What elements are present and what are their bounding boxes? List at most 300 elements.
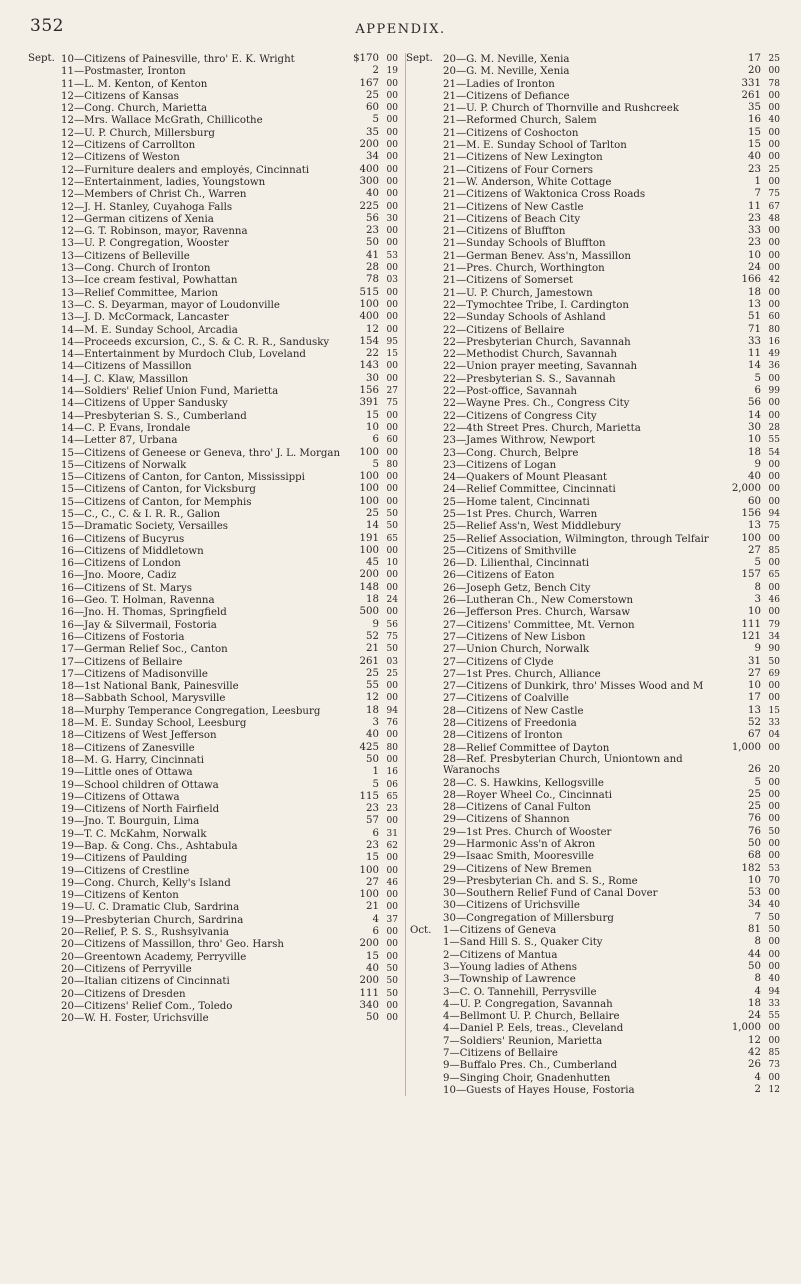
- entry-description: 16—Jno. Moore, Cadiz: [61, 570, 177, 582]
- ledger-entry: [410, 961, 780, 973]
- ledger-entry: [410, 201, 780, 213]
- amount-cents: 00: [386, 189, 398, 200]
- entry-amount: [342, 951, 398, 963]
- amount-cents: 46: [768, 595, 780, 606]
- ledger-entry: [28, 705, 398, 717]
- ledger-entry: [28, 78, 398, 90]
- amount-dollars: 18: [748, 446, 761, 458]
- entry-description: 18—Murphy Temperance Congregation, Leesburg: [61, 705, 321, 717]
- entry-amount: [342, 988, 398, 1000]
- entry-description: 16—Citizens of Fostoria: [61, 631, 185, 643]
- amount-cents: 54: [768, 447, 780, 458]
- entry-amount: [342, 299, 398, 311]
- amount-cents: 94: [768, 508, 780, 519]
- entry-description: 23—Cong. Church, Belpre: [443, 447, 579, 459]
- amount-dollars: 18: [748, 997, 761, 1009]
- amount-dollars: 10: [366, 421, 379, 433]
- amount-cents: 00: [768, 250, 780, 261]
- entry-amount: [342, 434, 398, 446]
- amount-cents: 00: [768, 742, 780, 753]
- ledger-entry: [28, 779, 398, 791]
- amount-cents: 00: [768, 582, 780, 593]
- entry-description: 22—Union prayer meeting, Savannah: [443, 361, 638, 373]
- ledger-entry: [410, 324, 780, 336]
- entry-description: 25—Relief Association, Wilmington, through Telfair: [443, 533, 709, 545]
- amount-dollars: 71: [748, 323, 761, 335]
- ledger-entry: [410, 164, 780, 176]
- amount-dollars: 200: [359, 975, 379, 987]
- ledger-entry: [410, 643, 780, 655]
- ledger-entry: [28, 201, 398, 213]
- entry-description: 27—Citizens of Coalville: [443, 693, 569, 705]
- ledger-entry: [410, 90, 780, 102]
- ledger-entry: [28, 742, 398, 754]
- amount-cents: 00: [768, 176, 780, 187]
- ledger-entry: [410, 237, 780, 249]
- entry-description: 9—Buffalo Pres. Ch., Cumberland: [443, 1060, 618, 1072]
- amount-dollars: 200: [359, 569, 379, 581]
- amount-dollars: 51: [748, 311, 761, 323]
- entry-description: 12—Citizens of Kansas: [61, 90, 179, 102]
- ledger-entry: [28, 348, 398, 360]
- entry-description: 19—Bap. & Cong. Chs., Ashtabula: [61, 841, 238, 852]
- entry-amount: [724, 188, 780, 200]
- entry-description: 29—Harmonic Ass'n of Akron: [443, 839, 596, 850]
- entry-description: 16—Citizens of Bucyrus: [61, 533, 185, 545]
- ledger-entry: [28, 311, 398, 323]
- ledger-entry: [28, 877, 398, 889]
- amount-cents: 00: [386, 607, 398, 618]
- entry-amount: [342, 840, 398, 852]
- entry-description: 12—Entertainment, ladies, Youngstown: [61, 176, 266, 188]
- entry-amount: [724, 422, 780, 434]
- entry-description: 20—Citizens of Dresden: [61, 988, 186, 1000]
- amount-cents: 55: [768, 1011, 780, 1022]
- amount-cents: 00: [768, 152, 780, 163]
- entry-description: 11—Postmaster, Ironton: [61, 66, 186, 78]
- ledger-entry: [28, 324, 398, 336]
- amount-dollars: 14: [366, 520, 379, 532]
- amount-cents: 50: [386, 644, 398, 655]
- ledger-entry: [410, 53, 780, 65]
- ledger-entry: [28, 569, 398, 581]
- amount-cents: 19: [386, 66, 398, 77]
- ledger-entry: [410, 789, 780, 801]
- entry-amount: [724, 127, 780, 139]
- ledger-entry: [410, 176, 780, 188]
- entry-amount: [724, 65, 780, 77]
- entry-amount: [724, 434, 780, 446]
- entry-description: 27—1st Pres. Church, Alliance: [443, 668, 601, 680]
- ledger-entry: [28, 1012, 398, 1024]
- amount-cents: 24: [386, 595, 398, 606]
- entry-amount: [342, 926, 398, 938]
- entry-description: 14—Entertainment by Murdoch Club, Loveland: [61, 349, 306, 361]
- ledger-entry: [410, 410, 780, 422]
- ledger-entry: [28, 914, 398, 926]
- amount-dollars: 515: [359, 286, 379, 298]
- ledger-entry: [410, 483, 780, 495]
- entry-amount: [724, 114, 780, 126]
- amount-cents: 25: [386, 668, 398, 679]
- entry-amount: [342, 914, 398, 926]
- amount-cents: 16: [386, 767, 398, 778]
- amount-cents: 10: [386, 558, 398, 569]
- ledger-entry: [410, 631, 780, 643]
- entry-amount: [724, 213, 780, 225]
- entry-description: 3—Township of Lawrence: [443, 974, 576, 986]
- amount-dollars: 10: [748, 434, 761, 446]
- amount-dollars: 100: [359, 483, 379, 495]
- amount-dollars: 33: [748, 225, 761, 237]
- amount-dollars: 24: [748, 1010, 761, 1022]
- ledger-entry: [28, 102, 398, 114]
- ledger-entry: [410, 912, 780, 924]
- amount-cents: 00: [386, 754, 398, 765]
- amount-cents: 00: [386, 1000, 398, 1011]
- amount-cents: 00: [386, 287, 398, 298]
- amount-dollars: 25: [366, 89, 379, 101]
- entry-amount: [724, 287, 780, 299]
- entry-amount: [724, 656, 780, 668]
- amount-cents: 00: [386, 484, 398, 495]
- entry-amount: [724, 863, 780, 875]
- entry-description: 22—Sunday Schools of Ashland: [443, 312, 606, 324]
- ledger-entry: [28, 815, 398, 827]
- entry-amount: [724, 1010, 780, 1022]
- entry-description: 12—Cong. Church, Marietta: [61, 103, 208, 115]
- ledger-entry: [28, 434, 398, 446]
- entry-description: 21—Citizens of Four Corners: [443, 164, 593, 176]
- amount-dollars: 60: [748, 495, 761, 507]
- entry-amount: [724, 397, 780, 409]
- entry-description: 26—Jefferson Pres. Church, Warsaw: [443, 607, 631, 619]
- month-label: Sept.: [28, 53, 55, 64]
- amount-cents: 85: [768, 545, 780, 556]
- ledger-entry: [28, 237, 398, 249]
- amount-dollars: 18: [366, 704, 379, 716]
- entry-amount: [724, 949, 780, 961]
- ledger-entry: [28, 889, 398, 901]
- entry-amount: [342, 471, 398, 483]
- entry-description: 20—Relief, P. S. S., Rushsylvania: [61, 927, 229, 939]
- amount-dollars: 5: [754, 557, 761, 569]
- ledger-entry: [28, 926, 398, 938]
- amount-dollars: 5: [754, 372, 761, 384]
- amount-dollars: 12: [748, 1034, 761, 1046]
- ledger-entry: [410, 114, 780, 126]
- amount-dollars: 13: [748, 704, 761, 716]
- amount-dollars: 11: [748, 348, 761, 360]
- entry-description: 15—Dramatic Society, Versailles: [61, 521, 229, 533]
- entry-amount: [342, 754, 398, 766]
- entry-description: 10—Guests of Hayes House, Fostoria: [443, 1084, 635, 1096]
- amount-dollars: 11: [748, 200, 761, 212]
- entry-description: 4—U. P. Congregation, Savannah: [443, 998, 613, 1010]
- amount-dollars: 35: [366, 126, 379, 138]
- amount-cents: 12: [768, 1084, 780, 1095]
- amount-cents: 94: [768, 986, 780, 997]
- entry-amount: [724, 262, 780, 274]
- ledger-entry: [410, 826, 780, 838]
- entry-description: 28—Citizens of Canal Fulton: [443, 802, 591, 814]
- entry-amount: [724, 90, 780, 102]
- entry-description: 19—Cong. Church, Kelly's Island: [61, 877, 231, 889]
- amount-dollars: 27: [748, 544, 761, 556]
- amount-dollars: 16: [748, 114, 761, 126]
- ledger-entry: [28, 729, 398, 741]
- entry-amount: [724, 324, 780, 336]
- entry-amount: [342, 65, 398, 77]
- ledger-entry: [410, 127, 780, 139]
- amount-dollars: 50: [366, 237, 379, 249]
- amount-dollars: 5: [372, 778, 379, 790]
- amount-cents: 62: [386, 841, 398, 851]
- amount-cents: 00: [386, 361, 398, 372]
- amount-dollars: 15: [748, 126, 761, 138]
- ledger-entry: [410, 582, 780, 594]
- amount-cents: 00: [386, 410, 398, 421]
- entry-description: 21—U. P. Church of Thornville and Rushcreek: [443, 103, 679, 115]
- amount-dollars: 200: [359, 139, 379, 151]
- entry-description: 19—Jno. T. Bourguin, Lima: [61, 816, 200, 828]
- amount-cents: 00: [386, 693, 398, 704]
- ledger-entry: [410, 742, 780, 754]
- entry-amount: [342, 53, 398, 65]
- amount-dollars: 400: [359, 311, 379, 323]
- entry-amount: [342, 90, 398, 102]
- amount-dollars: 60: [366, 102, 379, 114]
- amount-cents: 60: [386, 435, 398, 446]
- ledger-entry: [28, 520, 398, 532]
- amount-dollars: 27: [748, 667, 761, 679]
- entry-amount: [342, 680, 398, 692]
- amount-cents: 00: [386, 730, 398, 741]
- amount-cents: 00: [768, 263, 780, 274]
- entry-amount: [342, 287, 398, 299]
- amount-dollars: 50: [366, 753, 379, 765]
- amount-dollars: 4: [754, 985, 761, 997]
- entry-amount: [342, 1000, 398, 1012]
- ledger-entry: [410, 213, 780, 225]
- entry-amount: [342, 717, 398, 729]
- entry-amount: [342, 975, 398, 987]
- entry-description: 17—Citizens of Bellaire: [61, 656, 183, 668]
- amount-cents: 00: [386, 496, 398, 507]
- amount-cents: 50: [768, 656, 780, 667]
- amount-cents: 46: [386, 877, 398, 888]
- entry-amount: [342, 508, 398, 520]
- amount-dollars: 23: [366, 840, 379, 851]
- amount-cents: 00: [768, 410, 780, 421]
- entry-amount: [342, 852, 398, 864]
- entry-description: 13—U. P. Congregation, Wooster: [61, 238, 229, 250]
- entry-description: 22—Citizens of Congress City: [443, 410, 597, 422]
- entry-description: 29—Citizens of New Bremen: [443, 863, 592, 875]
- amount-cents: 50: [386, 963, 398, 974]
- amount-dollars: 111: [359, 987, 379, 999]
- entry-description: 14—Presbyterian S. S., Cumberland: [61, 410, 247, 422]
- amount-cents: 48: [768, 213, 780, 224]
- entry-description: 18—1st National Bank, Painesville: [61, 681, 239, 693]
- ledger-entry: [28, 373, 398, 385]
- entry-description: 20—Citizens' Relief Com., Toledo: [61, 1000, 233, 1012]
- amount-dollars: 23: [366, 225, 379, 237]
- ledger-entry: [410, 986, 780, 998]
- amount-dollars: 68: [748, 850, 761, 862]
- entry-amount: [724, 385, 780, 397]
- ledger-entry: [28, 385, 398, 397]
- amount-cents: 00: [768, 103, 780, 114]
- amount-dollars: 2,000: [731, 483, 761, 495]
- amount-dollars: 40: [366, 729, 379, 741]
- amount-cents: 00: [768, 299, 780, 310]
- ledger-entry: [28, 631, 398, 643]
- entry-amount: [342, 274, 398, 286]
- amount-dollars: 45: [366, 557, 379, 569]
- entry-description: 27—Citizens of Dunkirk, thro' Misses Wood and M: [443, 681, 704, 693]
- amount-cents: 56: [386, 619, 398, 630]
- entry-description: 14—C. P. Evans, Irondale: [61, 422, 191, 434]
- amount-cents: 15: [768, 705, 780, 716]
- amount-cents: 28: [768, 422, 780, 433]
- amount-dollars: 52: [366, 630, 379, 642]
- ledger-entry: [28, 619, 398, 631]
- amount-cents: 00: [386, 299, 398, 310]
- entry-description: 17—German Relief Soc., Canton: [61, 644, 228, 656]
- amount-cents: 00: [386, 238, 398, 249]
- entry-amount: [724, 924, 780, 936]
- entry-amount: [724, 764, 780, 776]
- amount-cents: 00: [386, 78, 398, 89]
- amount-cents: 00: [768, 949, 780, 960]
- ledger-entry: [28, 692, 398, 704]
- entry-amount: [724, 373, 780, 385]
- amount-dollars: 20: [748, 65, 761, 77]
- entry-description: 21—M. E. Sunday School of Tarlton: [443, 140, 627, 152]
- ledger-entry: [410, 250, 780, 262]
- ledger-entry: [28, 865, 398, 877]
- entry-description: 28—Citizens of Ironton: [443, 730, 563, 742]
- amount-cents: 65: [768, 570, 780, 581]
- ledger-entry: [28, 643, 398, 655]
- entry-amount: [342, 779, 398, 791]
- ledger-entry: [28, 791, 398, 803]
- entry-description: 17—Citizens of Madisonville: [61, 668, 208, 680]
- entry-amount: [342, 569, 398, 581]
- amount-cents: 00: [386, 312, 398, 323]
- amount-dollars: 67: [748, 729, 761, 741]
- amount-cents: 00: [386, 939, 398, 950]
- entry-description: 3—Young ladies of Athens: [443, 961, 577, 973]
- amount-dollars: 100: [359, 495, 379, 507]
- entry-description: 1—Sand Hill S. S., Quaker City: [443, 937, 603, 949]
- amount-cents: 33: [768, 998, 780, 1009]
- entry-description: 29—Isaac Smith, Mooresville: [443, 851, 594, 863]
- amount-cents: 00: [768, 839, 780, 849]
- entry-amount: [724, 471, 780, 483]
- entry-amount: [724, 619, 780, 631]
- amount-dollars: 6: [754, 385, 761, 397]
- entry-amount: [724, 777, 780, 789]
- entry-description: 3—C. O. Tannehill, Perrysville: [443, 986, 597, 998]
- amount-cents: 00: [768, 851, 780, 862]
- ledger-entry: [410, 471, 780, 483]
- entry-description: 20—Citizens of Massillon, thro' Geo. Harsh: [61, 939, 284, 951]
- entry-description: 14—Proceeds excursion, C., S. & C. R. R., Sandusky: [61, 336, 330, 348]
- entry-description: 26—Joseph Getz, Bench City: [443, 582, 591, 594]
- ledger-entry: [410, 151, 780, 163]
- amount-cents: 75: [768, 189, 780, 200]
- ledger-entry: [410, 813, 780, 825]
- entry-description: 29—1st Pres. Church of Wooster: [443, 826, 612, 838]
- entry-description: 12—German citizens of Xenia: [61, 213, 214, 225]
- ledger-entry: [410, 311, 780, 323]
- entry-amount: [342, 828, 398, 840]
- entry-amount: [342, 582, 398, 594]
- amount-dollars: 225: [359, 200, 379, 212]
- ledger-entry: [410, 225, 780, 237]
- amount-dollars: 111: [741, 618, 761, 630]
- amount-cents: 00: [386, 226, 398, 237]
- amount-dollars: 121: [741, 630, 761, 642]
- entry-amount: [724, 274, 780, 286]
- entry-amount: [724, 225, 780, 237]
- entry-amount: [724, 102, 780, 114]
- amount-dollars: 17: [748, 53, 761, 64]
- entry-description: 16—Jno. H. Thomas, Springfield: [61, 607, 227, 619]
- amount-dollars: 35: [748, 102, 761, 114]
- amount-cents: 40: [768, 900, 780, 911]
- entry-amount: [342, 213, 398, 225]
- ledger-entry: [410, 850, 780, 862]
- ledger-entry: [410, 729, 780, 741]
- entry-amount: [342, 656, 398, 668]
- ledger-entry: [28, 176, 398, 188]
- entry-description: 19—Little ones of Ottawa: [61, 767, 193, 779]
- amount-dollars: 50: [366, 1012, 379, 1024]
- running-head: APPENDIX.: [355, 22, 446, 37]
- amount-dollars: 25: [748, 788, 761, 800]
- amount-cents: 50: [768, 826, 780, 837]
- entry-amount: [342, 127, 398, 139]
- entry-amount: [342, 963, 398, 975]
- ledger-entry: [410, 569, 780, 581]
- amount-dollars: 425: [359, 741, 379, 753]
- amount-dollars: 57: [366, 815, 379, 827]
- amount-dollars: 191: [359, 532, 379, 544]
- amount-dollars: 115: [359, 790, 379, 802]
- ledger-entry: [410, 875, 780, 887]
- entry-description: 15—Citizens of Norwalk: [61, 459, 187, 471]
- ledger-entry: [410, 496, 780, 508]
- amount-dollars: 34: [366, 151, 379, 163]
- entry-description: 30—Congregation of Millersburg: [443, 912, 614, 924]
- ledger-entry: [28, 151, 398, 163]
- ledger-entry: [410, 299, 780, 311]
- entry-amount: [342, 164, 398, 176]
- entry-description: 26—D. Lilienthal, Cincinnati: [443, 558, 590, 570]
- amount-cents: 50: [386, 976, 398, 987]
- amount-dollars: 156: [359, 385, 379, 397]
- entry-amount: [724, 139, 780, 151]
- amount-cents: 75: [386, 398, 398, 409]
- entry-amount: [342, 311, 398, 323]
- ledger-entry: [28, 533, 398, 545]
- entry-amount: [724, 692, 780, 704]
- amount-dollars: 154: [359, 335, 379, 347]
- entry-description: 26—Lutheran Ch., New Comerstown: [443, 595, 634, 607]
